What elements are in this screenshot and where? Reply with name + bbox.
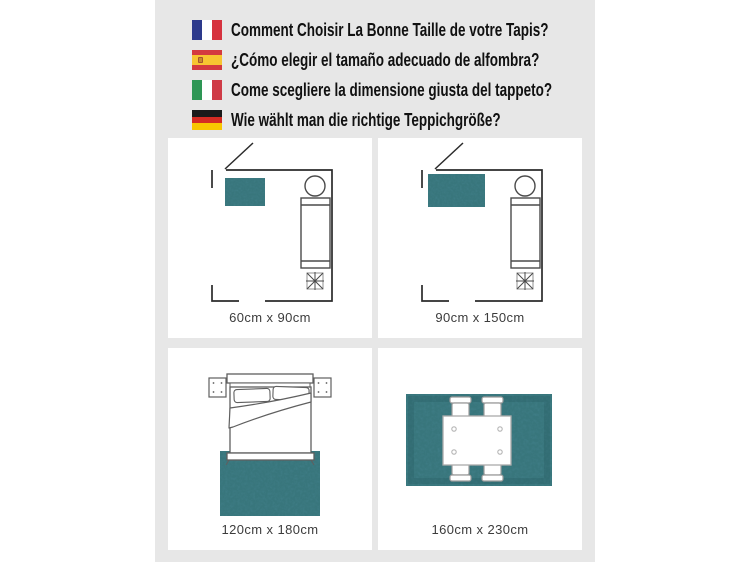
plant <box>306 272 324 290</box>
nightstand-left <box>209 378 226 397</box>
size-label: 120cm x 180cm <box>221 522 319 537</box>
spanish-title-text: ¿Cómo elegir el tamaño adecuado de alfombra? <box>231 49 540 70</box>
france-flag-icon <box>192 20 222 40</box>
size-label: 90cm x 150cm <box>435 310 525 325</box>
language-row-spanish <box>192 50 587 70</box>
card-60x90 <box>168 138 372 338</box>
dining-table <box>443 416 511 465</box>
nightstand-right <box>314 378 331 397</box>
rug <box>220 451 320 516</box>
side-table <box>305 176 325 196</box>
floorplan-medium-rug-diagram <box>378 138 582 338</box>
sofa <box>511 198 540 268</box>
card-grid <box>168 138 582 550</box>
language-row-german <box>192 110 587 130</box>
size-label: 60cm x 90cm <box>229 310 311 325</box>
card-160x230 <box>378 348 582 550</box>
content-panel <box>155 0 595 562</box>
bedroom-rug-diagram <box>168 348 372 550</box>
french-title-text: Comment Choisir La Bonne Taille de votre Tapis? <box>231 19 549 40</box>
plant <box>516 272 534 290</box>
language-row-italian <box>192 80 587 100</box>
side-table <box>515 176 535 196</box>
language-row-french <box>192 20 587 40</box>
german-title-text: Wie wählt man die richtige Teppichgröße? <box>231 109 501 130</box>
door-icon <box>225 143 253 169</box>
sofa <box>301 198 330 268</box>
floorplan-small-rug-diagram <box>168 138 372 338</box>
header <box>192 20 587 140</box>
spain-flag-icon <box>192 50 222 70</box>
rug <box>225 178 265 206</box>
card-120x180 <box>168 348 372 550</box>
pillow-left <box>234 388 270 402</box>
germany-flag-icon <box>192 110 222 130</box>
chair-top-left <box>450 397 471 417</box>
chair-top-right <box>482 397 503 417</box>
card-90x150 <box>378 138 582 338</box>
headboard <box>227 374 313 383</box>
size-label: 160cm x 230cm <box>431 522 529 537</box>
footboard <box>227 453 314 460</box>
door-icon <box>435 143 463 169</box>
italy-flag-icon <box>192 80 222 100</box>
bed <box>226 374 314 465</box>
rug <box>428 174 485 207</box>
italian-title-text: Come scegliere la dimensione giusta del tappeto? <box>231 79 553 100</box>
dining-rug-diagram <box>378 348 582 550</box>
